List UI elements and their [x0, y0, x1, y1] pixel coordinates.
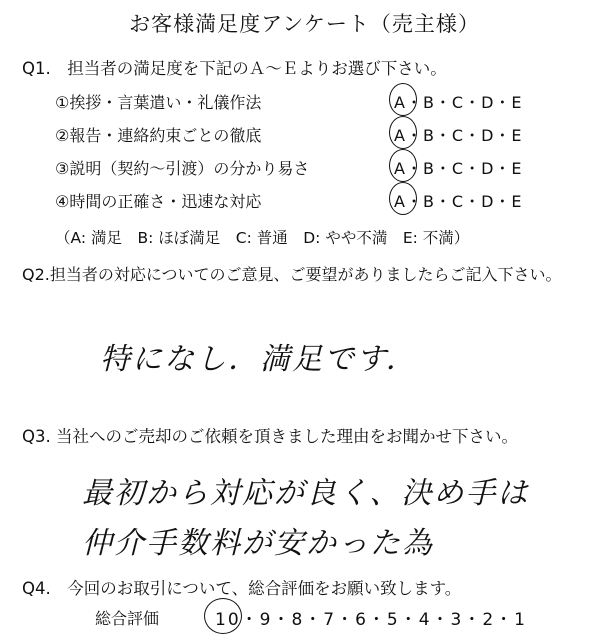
q2-handwritten-answer: 特になし．満足です．	[100, 342, 418, 377]
q3-handwritten-answer-line-2: 仲介手数料が安かった為	[82, 526, 434, 561]
q1-item-1-selected-circle	[389, 83, 417, 116]
q3-handwritten-answer-line-1: 最初から対応が良く、決め手は	[82, 476, 530, 511]
q3-question: Q3. 当社へのご売却のご依頼を頂きました理由をお聞かせ下さい。	[22, 427, 518, 446]
q4-label: 総合評価	[95, 609, 160, 628]
q1-item-2-grades: A・B・C・D・E	[394, 126, 523, 145]
q1-item-1-label: ①挨拶・言葉遣い・礼儀作法	[55, 93, 262, 112]
q1-item-3-grades: A・B・C・D・E	[394, 159, 523, 178]
q1-item-2-selected-circle	[389, 116, 417, 149]
q1-item-4-grades: A・B・C・D・E	[394, 192, 523, 211]
q2-question: Q2.担当者の対応についてのご意見、ご要望がありましたらご記入下さい。	[22, 265, 562, 284]
q1-item-1-grades: A・B・C・D・E	[394, 93, 523, 112]
q1-legend: （A: 満足 B: ほぼ満足 C: 普通 D: やや不満 E: 不満）	[55, 229, 470, 247]
q1-item-4-label: ④時間の正確さ・迅速な対応	[55, 192, 262, 211]
q4-question: Q4. 今回のお取引について、総合評価をお願い致します。	[22, 579, 462, 598]
q1-item-3-selected-circle	[389, 149, 417, 182]
q1-item-2-label: ②報告・連絡約束ごとの徹底	[55, 126, 262, 145]
q4-score-scale: 10・9・8・7・6・5・4・3・2・1	[215, 610, 527, 630]
q4-selected-circle	[204, 598, 242, 634]
survey-title: お客様満足度アンケート（売主様）	[129, 12, 480, 36]
q1-question: Q1. 担当者の満足度を下記のＡ～Ｅよりお選び下さい。	[22, 59, 447, 78]
q1-item-3-label: ③説明（契約～引渡）の分かり易さ	[55, 159, 310, 178]
q1-item-4-selected-circle	[389, 182, 417, 215]
